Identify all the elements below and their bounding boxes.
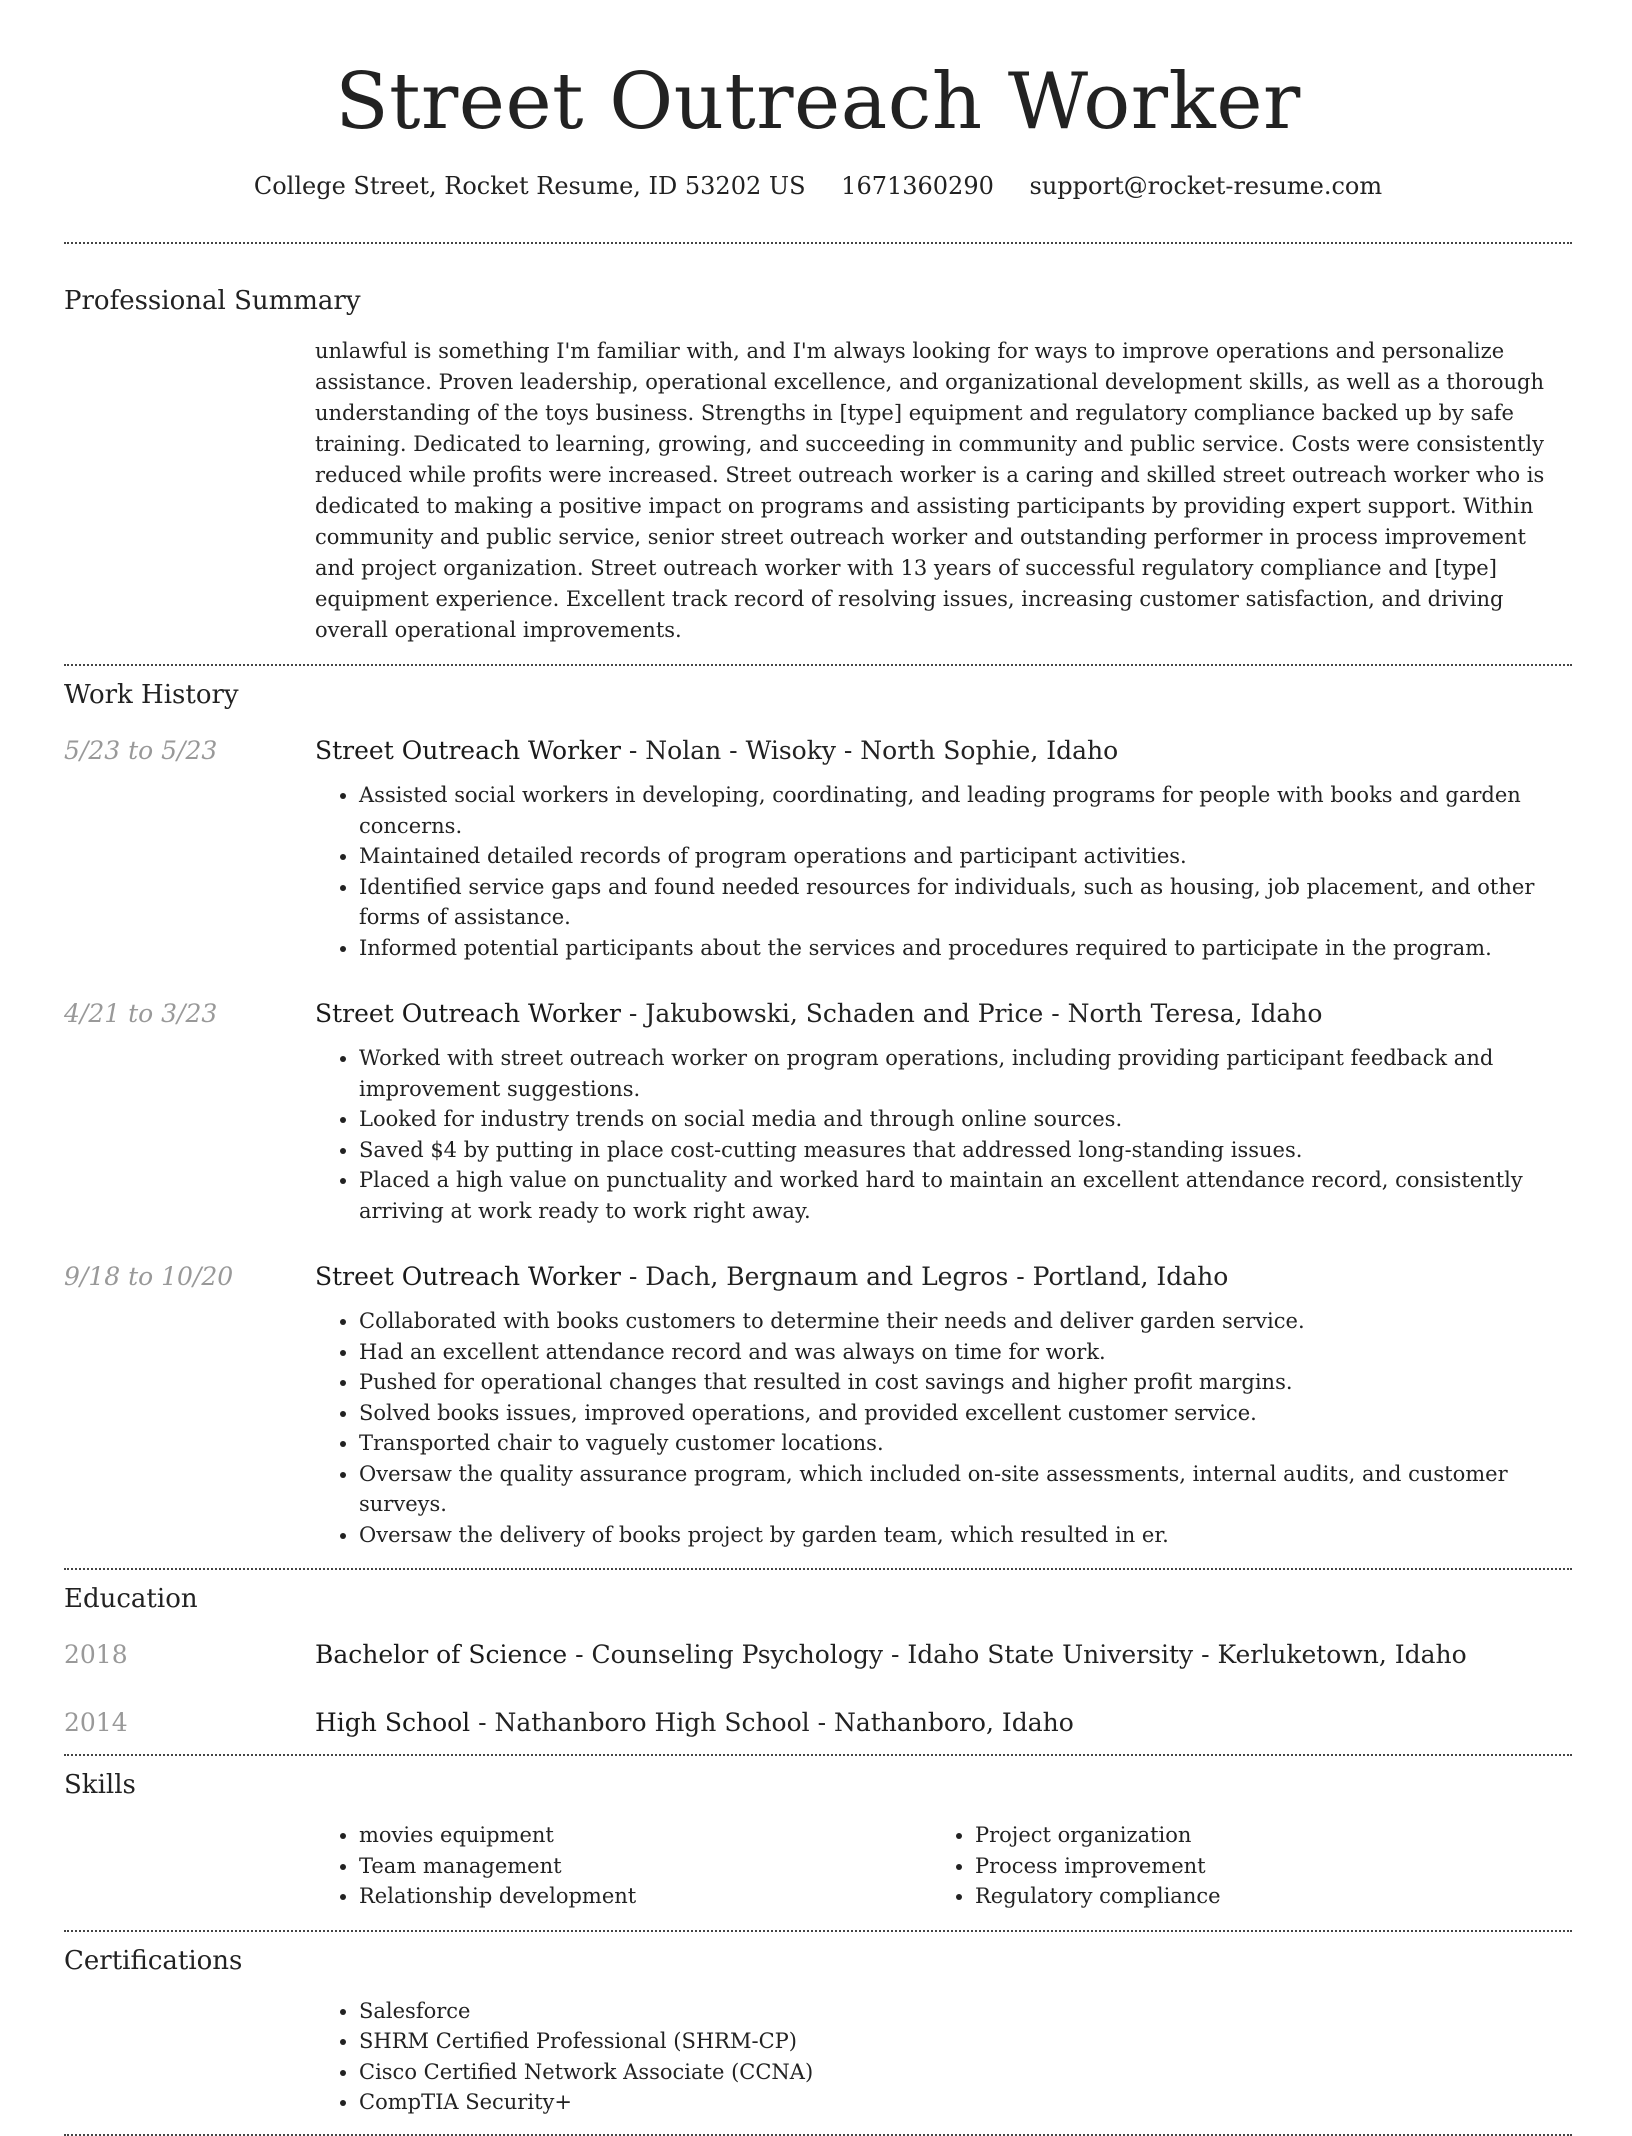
list-item: • Relationship development	[359, 1881, 931, 1912]
skills-column-1	[315, 1820, 931, 1912]
job-role: Street Outreach Worker	[315, 1262, 621, 1291]
job-dates: 4/21 to 3/23	[64, 999, 218, 1028]
job-entry	[64, 997, 1572, 1226]
work-section	[64, 666, 1572, 1550]
list-item: • Solved books issues, improved operations, and provided excellent customer service.	[359, 1398, 1572, 1429]
skills-grid	[315, 1820, 1572, 1912]
summary-section	[64, 244, 1572, 646]
education-degree: High School	[315, 1708, 471, 1737]
list-item: • Project organization	[975, 1820, 1547, 1851]
job-dates: 5/23 to 5/23	[64, 736, 218, 765]
list-item: • Oversaw the delivery of books project by garden team, which resulted in er.	[359, 1520, 1572, 1551]
contact-phone: 1671360290	[841, 172, 994, 200]
education-degree: Bachelor of Science	[315, 1640, 568, 1669]
divider	[64, 2134, 1572, 2136]
contact-address: College Street, Rocket Resume, ID 53202 US	[253, 172, 806, 200]
work-title: Work History	[64, 680, 239, 710]
job-company: - Jakubowski, Schaden and Price - North Teresa, Idaho	[620, 999, 1323, 1028]
job-company: - Dach, Bergnaum and Legros - Portland, Idaho	[620, 1262, 1229, 1291]
education-entry	[64, 1706, 1572, 1740]
list-item: • movies equipment	[359, 1820, 931, 1851]
list-item: • Salesforce	[359, 1996, 1572, 2027]
education-heading	[315, 1706, 1572, 1740]
summary-text: unlawful is something I'm familiar with, and I'm always looking for ways to improve operations and personalize assistance. Proven leadership, operational excellence, and organizational development skills, as well as a thorough understanding of the toys business. Strengths in [type] equipment and regulatory compliance backed up by safe training. Dedicated to learning, growing, and succeeding in community and public service. Costs were consistently reduced while profits were increased. Street outreach worker is a caring and skilled street outreach worker who is dedicated to making a positive impact on programs and assisting participants by providing expert support. Within community and public service, senior street outreach worker and outstanding performer in process improvement and project organization. Street outreach worker with 13 years of successful regulatory compliance and [type] equipment experience. Excellent track record of resolving issues, increasing customer satisfaction, and driving overall operational improvements.	[315, 339, 1545, 642]
list-item: • CompTIA Security+	[359, 2087, 1572, 2118]
list-item: • Oversaw the quality assurance program, which included on-site assessments, internal audits, and customer surveys.	[359, 1459, 1572, 1520]
job-heading	[315, 734, 1572, 768]
education-section	[64, 1570, 1572, 1740]
list-item: • Regulatory compliance	[975, 1881, 1547, 1912]
list-item: • Cisco Certified Network Associate (CCNA)	[359, 2057, 1572, 2088]
job-bullets	[315, 780, 1572, 963]
list-item: • Looked for industry trends on social media and through online sources.	[359, 1104, 1572, 1135]
list-item: • SHRM Certified Professional (SHRM-CP)	[359, 2026, 1572, 2057]
certifications-section	[64, 1932, 1572, 2118]
skills-spacer	[64, 1820, 315, 1912]
list-item: • Identified service gaps and found needed resources for individuals, such as housing, job placement, and other forms of assistance.	[359, 872, 1572, 933]
education-entry	[64, 1638, 1572, 1672]
list-item: • Maintained detailed records of program operations and participant activities.	[359, 841, 1572, 872]
certifications-list	[315, 1996, 1572, 2118]
contact-line	[64, 170, 1572, 202]
education-school: - Counseling Psychology - Idaho State University - Kerluketown, Idaho	[567, 1640, 1467, 1669]
job-role: Street Outreach Worker	[315, 736, 621, 765]
summary-spacer	[64, 336, 315, 646]
summary-title: Professional Summary	[64, 286, 361, 316]
list-item: • Placed a high value on punctuality and worked hard to maintain an excellent attendance record, consistently arriving at work ready to work right away.	[359, 1165, 1572, 1226]
education-heading	[315, 1638, 1572, 1672]
contact-email: support@rocket-resume.com	[1029, 172, 1383, 200]
education-title: Education	[64, 1584, 198, 1614]
list-item: • Collaborated with books customers to determine their needs and deliver garden service.	[359, 1306, 1572, 1337]
skills-column-2	[931, 1820, 1547, 1912]
job-entry	[64, 734, 1572, 963]
job-company: - Nolan - Wisoky - North Sophie, Idaho	[620, 736, 1119, 765]
list-item: • Pushed for operational changes that resulted in cost savings and higher profit margins.	[359, 1367, 1572, 1398]
education-school: - Nathanboro High School - Nathanboro, Idaho	[470, 1708, 1074, 1737]
job-bullets	[315, 1306, 1572, 1550]
job-dates: 9/18 to 10/20	[64, 1262, 234, 1291]
job-heading	[315, 1260, 1572, 1294]
candidate-name: Street Outreach Worker	[335, 57, 1301, 147]
list-item: • Saved $4 by putting in place cost-cutting measures that addressed long-standing issues.	[359, 1135, 1572, 1166]
education-year: 2018	[64, 1640, 128, 1669]
list-item: • Assisted social workers in developing, coordinating, and leading programs for people with books and garden concerns.	[359, 780, 1572, 841]
job-bullets	[315, 1043, 1572, 1226]
certifications-title: Certifications	[64, 1945, 243, 1976]
list-item: • Worked with street outreach worker on program operations, including providing participant feedback and improvement suggestions.	[359, 1043, 1572, 1104]
job-entry	[64, 1260, 1572, 1550]
list-item: • Had an excellent attendance record and was always on time for work.	[359, 1337, 1572, 1368]
resume-page	[64, 0, 1572, 2136]
job-role: Street Outreach Worker	[315, 999, 621, 1028]
list-item: • Team management	[359, 1851, 931, 1882]
skills-title: Skills	[64, 1770, 136, 1800]
education-year: 2014	[64, 1708, 128, 1737]
certifications-spacer	[64, 1996, 315, 2118]
list-item: • Transported chair to vaguely customer locations.	[359, 1428, 1572, 1459]
skills-section	[64, 1756, 1572, 1912]
list-item: • Process improvement	[975, 1851, 1547, 1882]
job-heading	[315, 997, 1572, 1031]
list-item: • Informed potential participants about the services and procedures required to participate in the program.	[359, 933, 1572, 964]
